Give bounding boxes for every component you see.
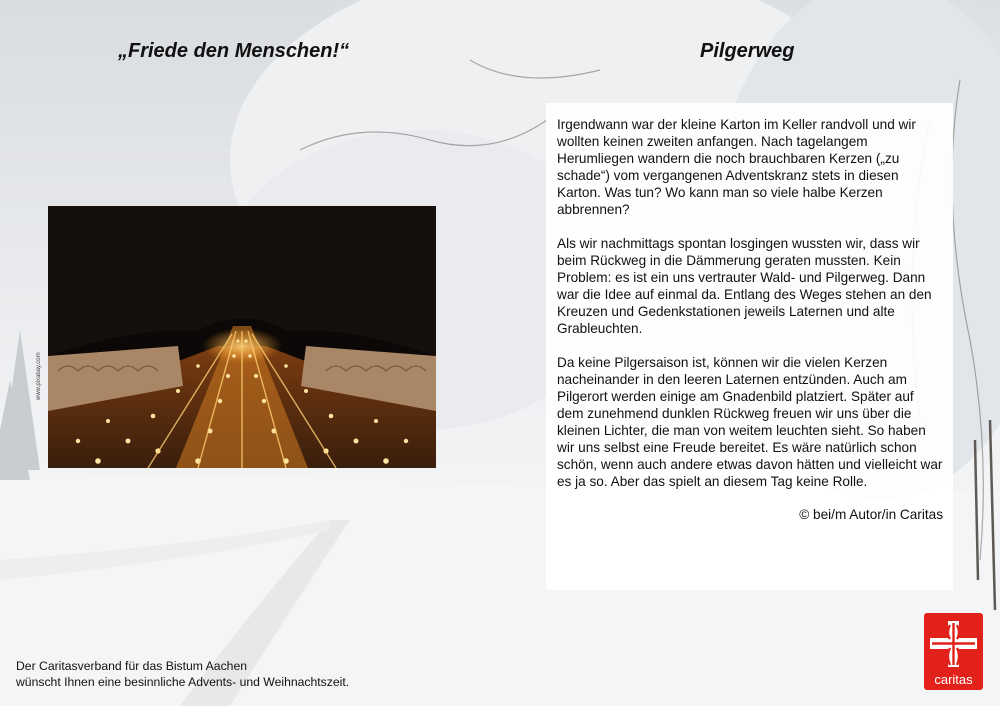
photo-credit: www.pixabay.com — [36, 352, 42, 400]
footer-line-1: Der Caritasverband für das Bistum Aachen — [16, 659, 247, 673]
article-paragraph-1: Irgendwann war der kleine Karton im Keller randvoll und wir wollten keinen zweiten anfangen. Nach tagelangem Herumliegen wandern die noch brauchbaren Kerzen („zu schade“) vom vergangenen Adventskranz stets in diesen Karton. Was tun? Wo kann man so viele halbe Kerzen abbrennen? — [557, 117, 916, 217]
page-title-left: „Friede den Menschen!“ — [118, 40, 350, 62]
article-paragraph-2: Als wir nachmittags spontan losgingen wussten wir, dass wir beim Rückweg in die Dämmerung geraten mussten. Kein Problem: es ist ein uns vertrauter Wald- und Pilgerweg. Dann war die Idee auf einmal da. Entlang des Weges stehen an den Kreuzen und Gedenkstationen jeweils Laternen und alte Grableuchten. — [557, 236, 932, 336]
article-panel — [546, 103, 953, 590]
candle-bridge-photo — [48, 206, 436, 468]
logo-label: caritas — [934, 672, 973, 687]
article-paragraph-3: Da keine Pilgersaison ist, können wir die vielen Kerzen nacheinander in den leeren Laternen entzünden. Auch am Pilgerort werden einige am Gnadenbild platziert. Später auf dem zunehmend dunklen Rückweg freuen wir uns über die kleinen Lichter, die man von weitem leuchten sieht. So haben wir uns selbst eine Freude bereitet. Es wäre natürlich schon schön, wenn auch andere etwas davon hätten und vielleicht war es ja so. Aber das spielt an diesem Tag keine Rolle. — [557, 355, 943, 489]
page-title-right: Pilgerweg — [700, 40, 795, 62]
caritas-flame-cross-icon — [924, 615, 983, 673]
footer-line-2: wünscht Ihnen eine besinnliche Advents- und Weihnachtszeit. — [16, 675, 350, 689]
footer-greeting — [16, 658, 516, 690]
caritas-logo — [924, 613, 983, 690]
copyright-note: © bei/m Autor/in Caritas — [799, 507, 943, 522]
